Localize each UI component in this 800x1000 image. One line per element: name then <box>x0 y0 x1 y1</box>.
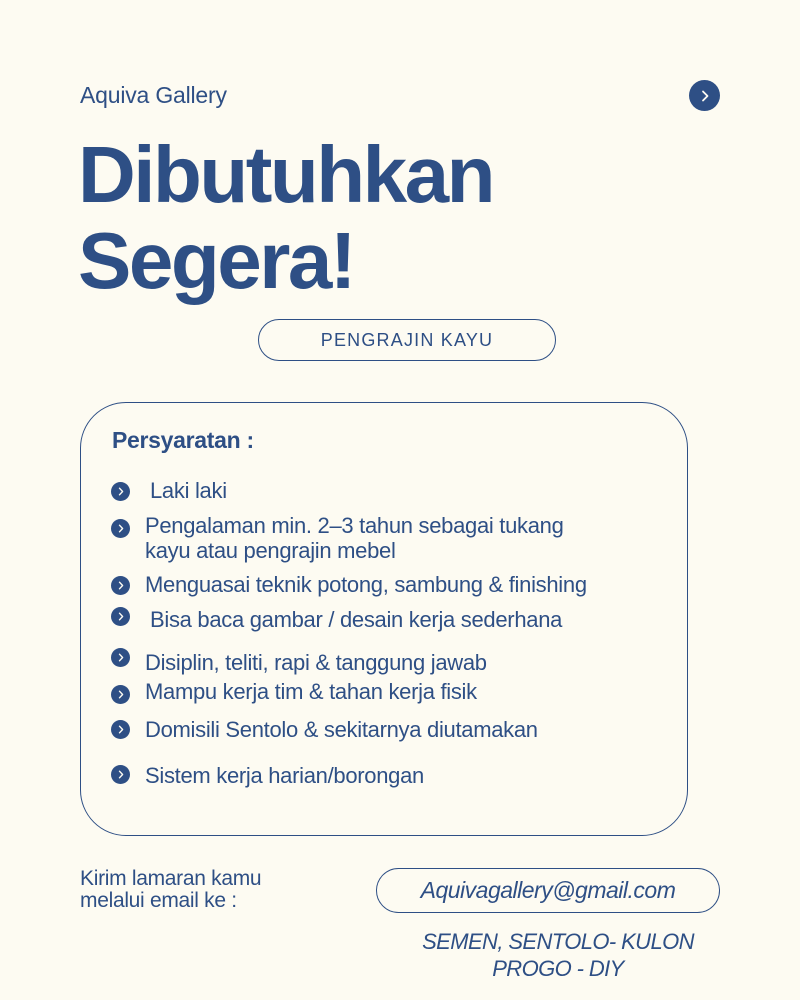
chevron-right-icon <box>111 765 130 784</box>
chevron-right-icon <box>699 89 711 103</box>
address <box>400 928 716 982</box>
requirement-text: Bisa baca gambar / desain kerja sederhana <box>150 607 563 632</box>
chevron-right-icon <box>111 685 130 704</box>
requirements-title: Persyaratan : <box>112 427 254 453</box>
requirement-item <box>111 607 667 632</box>
chevron-right-icon <box>111 720 130 739</box>
requirement-text: Domisili Sentolo & sekitarnya diutamakan <box>145 717 538 742</box>
position-badge: PENGRAJIN KAYU <box>258 319 556 361</box>
requirement-text: Menguasai teknik potong, sambung & finishing <box>145 572 587 597</box>
brand-name: Aquiva Gallery <box>80 82 227 108</box>
email-link[interactable]: Aquivagallery@gmail.com <box>376 868 720 913</box>
send-label-line-2: melalui email ke : <box>80 889 237 912</box>
chevron-right-icon <box>111 607 130 626</box>
requirement-item <box>111 650 667 675</box>
requirement-item <box>111 513 667 563</box>
send-application-label <box>80 868 320 912</box>
chevron-right-icon <box>111 482 130 501</box>
requirement-item <box>111 679 667 704</box>
requirement-text: Mampu kerja tim & tahan kerja fisik <box>145 679 477 704</box>
requirement-item <box>111 478 667 503</box>
chevron-right-icon <box>111 648 130 667</box>
headline <box>78 132 493 304</box>
send-label-line-1: Kirim lamaran kamu <box>80 867 262 890</box>
requirement-item <box>111 572 667 597</box>
requirement-text: Pengalaman min. 2–3 tahun sebagai tukang kayu atau pengrajin mebel <box>145 513 564 563</box>
requirement-item <box>111 763 667 788</box>
requirement-text: Sistem kerja harian/borongan <box>145 763 424 788</box>
requirement-item <box>111 717 667 742</box>
headline-line-1: Dibutuhkan <box>78 130 493 219</box>
next-button[interactable] <box>689 80 720 111</box>
chevron-right-icon <box>111 576 130 595</box>
address-line-1: SEMEN, SENTOLO- KULON <box>422 929 694 954</box>
chevron-right-icon <box>111 519 130 538</box>
requirements-card <box>80 402 688 836</box>
requirement-text: Laki laki <box>150 478 227 503</box>
address-line-2: PROGO - DIY <box>492 956 624 981</box>
headline-line-2: Segera! <box>78 216 354 305</box>
requirement-text: Disiplin, teliti, rapi & tanggung jawab <box>145 650 487 675</box>
